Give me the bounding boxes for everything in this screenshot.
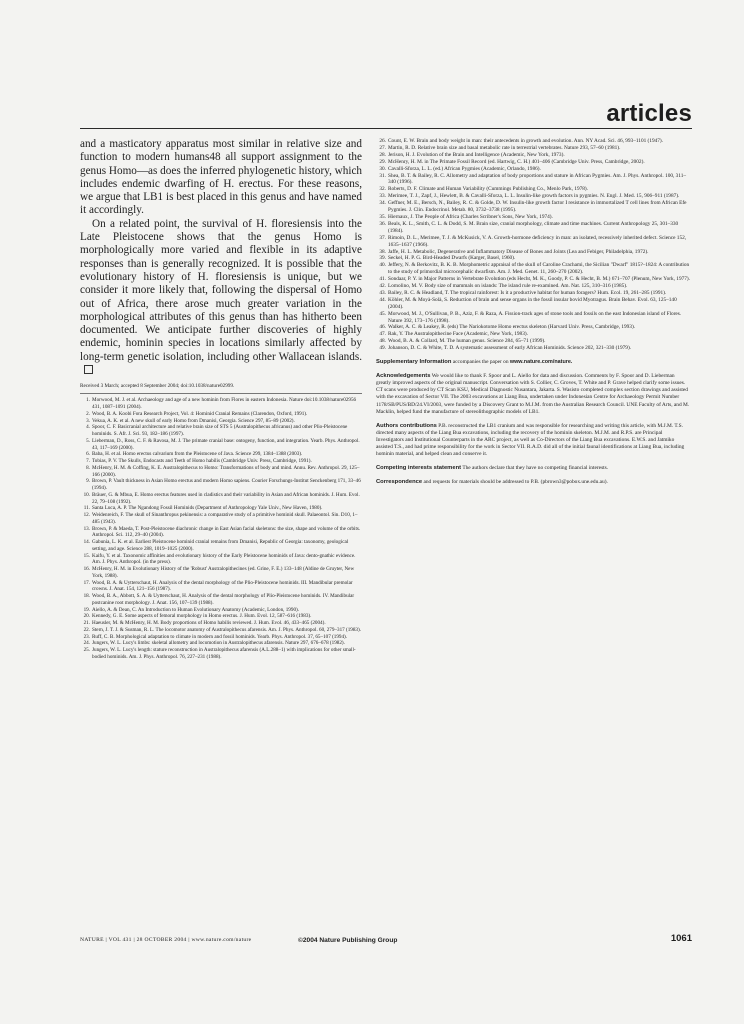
reference-text: Haeusler, M. & McHenry, H. M. Body proportions of Homo habilis reviewed. J. Hum. Evol. 46, 433–465 (2004). (92, 620, 326, 627)
reference-number: 32. (379, 186, 386, 193)
reference-item (80, 526, 362, 540)
reference-item (80, 397, 362, 411)
reference-item (376, 297, 690, 311)
reference-text: Ruff, C. B. Morphological adaptation to climate in modern and fossil hominids. Yearb. Phys. Anthropol. 37, 65–107 (1994). (92, 633, 348, 640)
reference-number: 18. (83, 593, 90, 600)
reference-number: 30. (379, 165, 386, 172)
reference-number: 34. (379, 200, 386, 207)
reference-number: 46. (379, 324, 386, 331)
reference-number: 17. (83, 579, 90, 586)
reference-text: Jungers, W. L. Lucy's limbs: skeletal allometry and locomotion in Australopithecus afarensis. Nature 297, 676–678 (1982). (92, 640, 345, 647)
reference-text: Roberts, D. F. Climate and Human Variability (Cummings Publishing Co., Menlo Park, 1978). (388, 186, 589, 193)
reference-text: Rak, Y. The Australopithecine Face (Academic, New York, 1983). (388, 331, 528, 338)
reference-text: Beals, K. L., Smith, C. L. & Dodd, S. M. Brain size, cranial morphology, climate and time machines. Current Anthropology 25, 301–330 (1984). (388, 220, 679, 234)
reference-number: 43. (379, 289, 386, 296)
reference-number: 29. (379, 158, 386, 165)
reference-text: McHenry, H. M. & Coffing, K. E. Australopithecus to Homo: Transformations of body and mind. Annu. Rev. Anthropol. 29, 125–166 (2000). (92, 464, 360, 478)
reference-number: 23. (83, 633, 90, 640)
reference-item (80, 424, 362, 438)
reference-item (80, 553, 362, 567)
received-line: Received 3 March; accepted 8 September 2004; doi:10.1038/nature02999. (80, 383, 362, 394)
reference-number: 44. (379, 296, 386, 303)
right-column (376, 138, 690, 486)
reference-list-right (376, 138, 690, 352)
reference-text: Wood, B. A. & Collard, M. The human genus. Science 284, 65–71 (1999). (388, 338, 546, 345)
reference-number: 22. (83, 626, 90, 633)
reference-number: 4. (86, 424, 90, 431)
body-paragraph-2: On a related point, the survival of H. floresiensis into the Late Pleistocene shows that the genus Homo is morphologically more varied and flexible in its adaptive responses than is generally recognized. It is possible that the evolutionary history of H. floresiensis is unique, but we consider it more likely that, following the dispersal of Homo out of Africa, there arose much greater variation in the morphological attributes of this genus than has hitherto been documented. We anticipate further discoveries of highly endemic, hominin species in locations similarly affected by long-term genetic isolation, including other Wallacean islands. (80, 218, 362, 378)
left-column (80, 138, 362, 661)
reference-text: Jerison, H. J. Evolution of the Brain and Intelligence (Academic, New York, 1973). (388, 151, 565, 158)
reference-text: Morwood, M. J., O'Sullivan, P. B., Aziz, F. & Raza, A. Fission-track ages of stone tools and fossils on the east Indonesian island of Flores. Nature 392, 173–176 (1998). (388, 310, 682, 324)
reference-text: Weidenreich, F. The skull of Sinanthropus pekinensis: a comparative study of a primitive hominid skull. Palaeontol. Sin. D10, 1–485 (1943). (92, 512, 358, 525)
reference-number: 36. (379, 220, 386, 227)
reference-text: Jeffery, N. & Berkovitz, B. K. B. Morphometric appraisal of the skull of Caroline Crachami, the Sicilian "Dwarf" 1815?–1824: A contribution to the study of primordial microcephalic dwarfism. Am. J. Med. Genet. 11, 260–270 (2002). (388, 262, 690, 276)
reference-number: 27. (379, 144, 386, 151)
reference-item (376, 166, 690, 173)
reference-item (80, 566, 362, 580)
reference-item (80, 593, 362, 607)
reference-item (80, 438, 362, 452)
supplementary-heading: Supplementary Information (376, 359, 452, 366)
reference-text: Bailey, R. C. & Headland, T. The tropical rainforest: Is it a productive habitat for human foragers? Hum. Ecol. 19, 261–285 (1991). (388, 289, 667, 296)
page-number: 1061 (670, 933, 692, 944)
end-of-article-mark (84, 365, 93, 374)
reference-number: 7. (86, 458, 90, 465)
reference-text: Morwood, M. J. et al. Archaeology and age of a new hominin from Flores in eastern Indonesia. Nature doi:10.1038/nature02956 431, 1087–1091 (2004). (92, 397, 357, 411)
reference-text: Santa Luca, A. P. The Ngandong Fossil Hominids (Department of Anthropology Yale Univ., New Haven, 1980). (92, 505, 323, 512)
reference-item (80, 492, 362, 506)
reference-text: Count, E. W. Brain and body weight in man: their antecedents in growth and evolution. Ann. NY Acad. Sci. 46, 993–1101 (1947). (388, 138, 664, 144)
reference-number: 47. (379, 331, 386, 338)
reference-number: 2. (86, 410, 90, 417)
reference-number: 41. (379, 276, 386, 283)
contributions-heading: Authors contributions (376, 422, 437, 429)
reference-number: 25. (83, 647, 90, 654)
reference-number: 21. (83, 620, 90, 627)
reference-number: 49. (379, 345, 386, 352)
reference-number: 12. (83, 512, 90, 519)
reference-text: Hiernaux, J. The People of Africa (Charles Scribner's Sons, New York, 1974). (388, 213, 553, 220)
reference-text: Wood, B. A. Koobi Fora Research Project, Vol. 4: Hominid Cranial Remains (Clarendon, Oxford, 1991). (92, 410, 308, 417)
reference-number: 16. (83, 566, 90, 573)
reference-text: Brown, P. & Maeda, T. Post-Pleistocene diachronic change in East Asian facial skeletons: the size, shape and volume of the orbits. Anthropol. Sci. 112, 29–40 (2004). (92, 525, 361, 539)
reference-item (80, 647, 362, 661)
reference-text: Cavalli-Sforza, L. L. (ed.) African Pygmies (Academic, Orlando, 1986). (388, 165, 541, 172)
reference-item (376, 145, 690, 152)
reference-text: Tobias, P. V. The Skulls, Endocasts and Teeth of Homo habilis (Cambridge Univ. Press, Cambridge, 1991). (92, 458, 312, 465)
reference-text: Rimoin, D. L., Merimee, T. J. & McKusick, V. A. Growth-hormone deficiency in man: an isolated, recessively inherited defect. Science 152, 1635–1637 (1966). (388, 234, 687, 248)
reference-number: 11. (83, 505, 90, 512)
reference-number: 13. (83, 525, 90, 532)
reference-text: Johanson, D. C. & White, T. D. A systematic assessment of early African Hominids. Science 202, 321–330 (1979). (388, 345, 632, 352)
reference-number: 48. (379, 338, 386, 345)
reference-number: 9. (86, 478, 90, 485)
reference-item (80, 580, 362, 594)
reference-item (376, 276, 690, 283)
header-rule (80, 128, 692, 129)
contributions-text: P.B. reconstructed the LB1 cranium and was responsible for researching and writing this article, with M.J.M. T.S. directed many aspects of the Liang Bua excavations, including the recovery of the hominin skeleton. M.J.M. and R.P.S. are Principal Investigators and Institutional Counterparts in the ARC project, as well as Co-Directors of the Liang Bua excavations. E.W.S. and Jatmiko assisted T.S., and had prime responsibility for the work in Sector VII. R.A.D. did all of the initial faunal identifications at Liang Bua, including hominin material, and helped clean and conserve it. (376, 422, 685, 458)
reference-text: Kennedy, G. E. Some aspects of femoral morphology in Homo erectus. J. Hum. Evol. 12, 587–616 (1983). (92, 613, 312, 620)
reference-item (376, 200, 690, 214)
reference-number: 33. (379, 193, 386, 200)
reference-number: 19. (83, 606, 90, 613)
reference-number: 26. (379, 138, 386, 144)
reference-item (376, 283, 690, 290)
acknowledgements (376, 373, 690, 416)
reference-item (80, 627, 362, 634)
reference-item (80, 620, 362, 627)
reference-text: Kaifu, Y. et al. Taxonomic affinities and evolutionary history of the Early Pleistocene hominids of Java: dento-gnathic evidence. Am. J. Phys. Anthropol. (in the press). (92, 552, 356, 566)
reference-text: Brown, P. Vault thickness in Asian Homo erectus and modern Homo sapiens. Courier Forschungs-Institut Senckenberg 171, 33–46 (1994). (92, 478, 361, 492)
reference-number: 20. (83, 613, 90, 620)
reference-item (376, 152, 690, 159)
reference-item (376, 311, 690, 325)
reference-text: Jaffe, H. L. Metabolic, Degenerative and Inflammatory Disease of Bones and Joints (Lea and Febiger, Philadelphia, 1972). (388, 248, 649, 255)
reference-text: Geffner, M. E., Bersch, N., Bailey, R. C. & Golde, D. W. Insulin-like growth factor I resistance in immortalized T cell lines from African Efe Pygmies. J. Clin. Endocrinol. Metab. 80, 3732–3738 (1995). (388, 200, 687, 214)
reference-text: Lomolino, M. V. Body size of mammals on islands: The island rule re-examined. Am. Nat. 125, 310–316 (1985). (388, 283, 628, 290)
reference-number: 1. (86, 397, 90, 404)
acknowledgements-text: We would like to thank F. Spoor and L. Aiello for data and discussion. Comments by F. Spoor and D. Lieberman greatly improved aspects of the original manuscript. Conversation with S. Collier, C. Groves, T. White and P. Grave helped clarify some issues. CT scans were produced by CT Scan KSU, Medical Diagnostic Nusantara, Jakarta. S. Wasisto completed complex section drawings and assisted with the excavation of Sector VII. The 2003 excavations at Liang Bua, undertaken under Indonesian Centre for Archaeology Permit Number 1178/SB/PUS/BD/24.VI/2003, were funded by a Discovery Grant to M.J.M. from the Australian Research Council. UNE Faculty of Arts, and M. Macklin, helped fund the manufacture of stereolithographic models of LB1. (376, 373, 690, 415)
reference-text: Wood, B. A. & Uytterschaut, H. Analysis of the dental morphology of the Plio-Pleistocene hominids. III. Mandibular premolar crowns. J. Anat. 154, 121–156 (1987). (92, 579, 353, 593)
reference-number: 35. (379, 213, 386, 220)
acknowledgements-heading: Acknowledgements (376, 373, 431, 380)
reference-item (80, 465, 362, 479)
correspondence (376, 479, 690, 486)
reference-item (376, 221, 690, 235)
reference-number: 8. (86, 464, 90, 471)
reference-text: Walker, A. C. & Leakey, R. (eds) The Nariokotome Homo erectus skeleton (Harvard Univ. Press, Cambridge, 1993). (388, 324, 636, 331)
reference-number: 14. (83, 539, 90, 546)
reference-text: Aiello, A. & Dean, C. An Introduction to Human Evolutionary Anatomy (Academic, London, 1990). (92, 606, 300, 613)
reference-number: 28. (379, 151, 386, 158)
reference-item (376, 262, 690, 276)
reference-number: 37. (379, 234, 386, 241)
reference-item (376, 290, 690, 297)
correspondence-heading: Correspondence (376, 479, 423, 486)
reference-item (80, 539, 362, 553)
reference-text: Merimee, T. J., Zapf, J., Hewlett, B. & Cavalli-Sforza, L. L. Insulin-like growth factors in pygmies. N. Engl. J. Med. 15, 906–911 (1987). (388, 193, 680, 200)
supplementary-info (376, 359, 690, 366)
reference-text: Jungers, W. L. Lucy's length: stature reconstruction in Australopithecus afarensis (A.L.288–1) with implications for other small-bodied hominids. Am. J. Phys. Anthropol. 76, 227–231 (1988). (92, 647, 356, 660)
reference-text: Stern, J. T. J. & Susman, R. L. The locomotor anatomy of Australopithecus afarensis. Am. J. Phys. Anthropol. 60, 279–317 (1983). (92, 626, 362, 633)
reference-text: Shea, B. T. & Bailey, R. C. Allometry and adaptation of body proportions and stature in African Pygmies. Am. J. Phys. Anthropol. 100, 311–340 (1996). (388, 172, 687, 186)
reference-list-left (80, 397, 362, 660)
reference-item (80, 458, 362, 465)
reference-number: 38. (379, 248, 386, 255)
author-contributions (376, 423, 690, 458)
reference-text: Seckel, H. P. G. Bird-Headed Dwarfs (Karger, Basel, 1960). (388, 255, 516, 262)
reference-text: Lieberman, D., Ross, C. F. & Ravosa, M. J. The primate cranial base: ontogeny, function, and integration. Yearb. Phys. Anthropol. 43, 117–169 (2000). (92, 437, 360, 451)
reference-number: 31. (379, 172, 386, 179)
body-paragraph-1: and a masticatory apparatus most similar in relative size and function to modern humans48 all support assignment to the genus Homo—as does the inferred phylogenetic history, which includes endemic dwarfing of H. erectus. For these reasons, we argue that LB1 is best placed in this genus and have named it accordingly. (80, 138, 363, 217)
reference-number: 24. (83, 640, 90, 647)
reference-text: Köhler, M. & Moyà-Solà, S. Reduction of brain and sense organs in the fossil insular bovid Myotragus. Brain Behav. Evol. 63, 125–140 (2004). (388, 296, 677, 310)
footer-copyright: ©2004 Nature Publishing Group (298, 937, 398, 944)
reference-text: Sondaar, P. Y. in Major Patterns in Vertebrate Evolution (eds Hecht, M. K., Goody, P. C. & Hecht, B. M.) 671–707 (Plenum, New York, 1977). (388, 276, 690, 283)
reference-text: Spoor, C. F. Basicranial architecture and relative brain size of STS 5 (Australopithecus africanus) and other Plio-Pleistocene hominids. S. Afr. J. Sci. 93, 182–186 (1997). (92, 424, 348, 438)
reference-number: 39. (379, 255, 386, 262)
reference-number: 6. (86, 451, 90, 458)
reference-number: 10. (83, 491, 90, 498)
reference-number: 40. (379, 262, 386, 269)
reference-text: McHenry, H. M. in The Primate Fossil Record (ed. Hartwig, C. H.) 401–406 (Cambridge Univ. Press, Cambridge, 2002). (388, 158, 645, 165)
reference-text: Wood, B. A., Abbott, S. A. & Uytterschaut, H. Analysis of the dental morphology of Plio-Pleistocene hominids. IV. Mandibular postcanine root morphology. J. Anat. 156, 107–139 (1988). (92, 593, 355, 606)
supplementary-text: accompanies the paper on (452, 359, 509, 366)
reference-item (376, 173, 690, 187)
correspondence-text: and requests for materials should be addressed to P.B. (pbrown3@pobox.une.edu.au). (423, 479, 608, 486)
reference-text: Martin, R. D. Relative brain size and basal metabolic rate in terrestrial vertebrates. Nature 293, 57–60 (1981). (388, 144, 621, 151)
reference-item (376, 345, 690, 352)
reference-item (80, 512, 362, 526)
reference-text: McHenry, H. M. in Evolutionary History of the 'Robust' Australopithecines (ed. Grine, F. E.) 133–148 (Aldine de Gruyter, New York, 1988). (92, 566, 355, 579)
reference-number: 45. (379, 310, 386, 317)
reference-text: Baba, H. et al. Homo erectus calvarium from the Pleistocene of Java. Science 299, 1384–1388 (2003). (92, 451, 303, 458)
footer-journal-info: NATURE | VOL 431 | 28 OCTOBER 2004 | www.nature.com/nature (80, 937, 252, 943)
reference-number: 42. (379, 283, 386, 290)
competing-text: The authors declare that they have no competing financial interests. (462, 465, 609, 472)
reference-item (376, 235, 690, 249)
reference-number: 3. (86, 417, 90, 424)
reference-item (376, 214, 690, 221)
reference-text: Vekua, A. K. et al. A new skull of early Homo from Dmanisi, Georgia. Science 297, 85–89 (2002). (92, 417, 295, 424)
reference-number: 15. (83, 552, 90, 559)
reference-number: 5. (86, 437, 90, 444)
competing-interests (376, 465, 690, 472)
competing-heading: Competing interests statement (376, 465, 462, 472)
reference-item (376, 138, 690, 145)
reference-text: Gabunia, L. K. et al. Earliest Pleistocene hominid cranial remains from Dmanisi, Republic of Georgia: taxonomy, geological setting, and age. Science 288, 1019–1025 (2000). (92, 539, 349, 552)
section-header-word: articles (606, 100, 692, 127)
reference-item (80, 478, 362, 492)
reference-item (376, 159, 690, 166)
reference-text: Bräuer, G. & Mbua, E. Homo erectus features used in cladistics and their variability in Asian and African hominids. J. Hum. Evol. 22, 79–108 (1992). (92, 491, 360, 505)
reference-item (80, 411, 362, 418)
supplementary-link[interactable]: www.nature.com/nature. (509, 359, 573, 366)
